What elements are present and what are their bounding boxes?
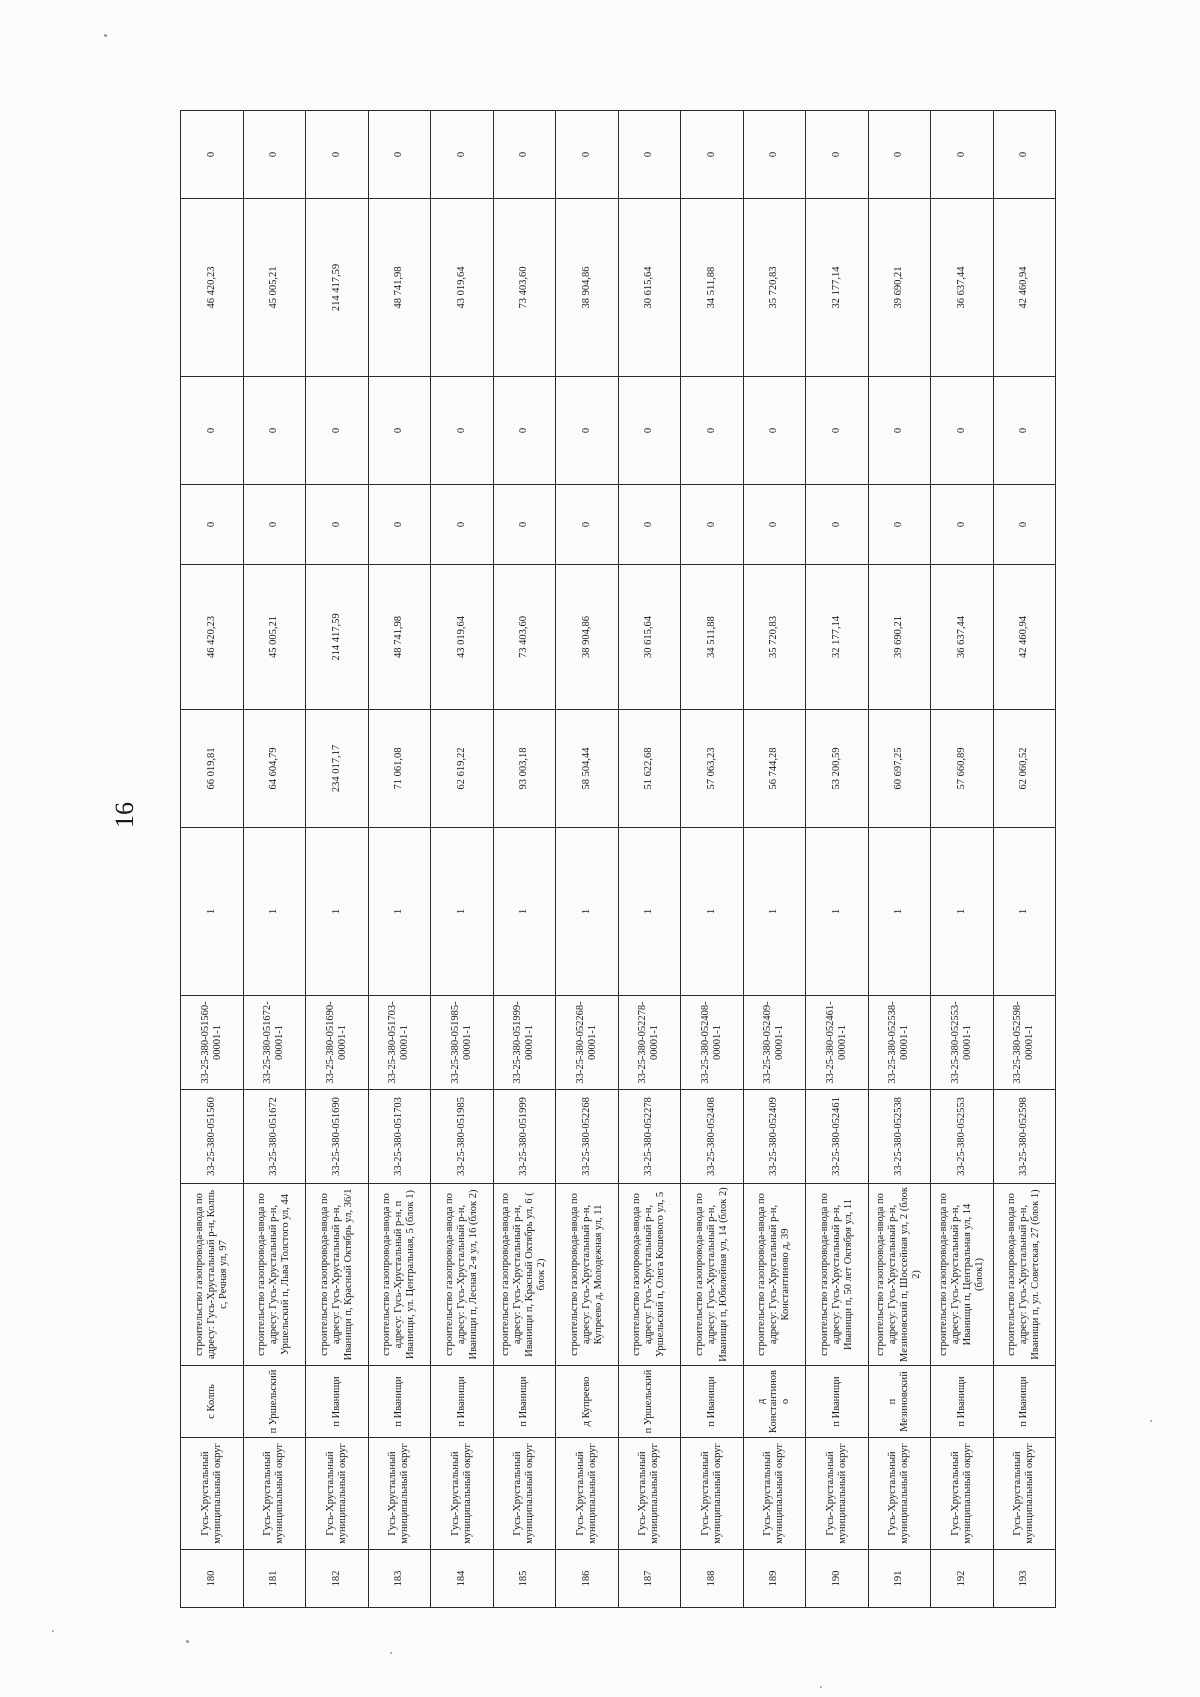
cell-budget: 48 741,98 <box>368 565 431 710</box>
cell-cadastral: 33-25-380-051703 <box>368 1090 431 1184</box>
cell-district: Гусь-Хрустальный муниципальный округ <box>556 1438 619 1550</box>
scan-speck <box>52 1630 54 1632</box>
cell-registry: 33-25-380-052409-00001-1 <box>743 996 806 1090</box>
cell-budget: 73 403,60 <box>493 565 556 710</box>
cell-budget2: 0 <box>868 485 931 565</box>
cell-budget3: 0 <box>993 377 1056 485</box>
cell-total: 58 504,44 <box>556 710 619 828</box>
cell-other: 46 420,23 <box>181 199 244 377</box>
cell-cadastral: 33-25-380-052598 <box>993 1090 1056 1184</box>
cell-count: 1 <box>306 828 369 996</box>
cell-settlement: п Мезиновский <box>868 1366 931 1438</box>
cell-registry: 33-25-380-052598-00001-1 <box>993 996 1056 1090</box>
cell-cadastral: 33-25-380-052553 <box>931 1090 994 1184</box>
scan-speck <box>186 1640 189 1643</box>
cell-registry: 33-25-380-051560-00001-1 <box>181 996 244 1090</box>
cell-settlement: с Колпь <box>181 1366 244 1438</box>
cell-district: Гусь-Хрустальный муниципальный округ <box>743 1438 806 1550</box>
cell-cadastral: 33-25-380-051560 <box>181 1090 244 1184</box>
cell-other2: 0 <box>743 111 806 199</box>
table-row <box>181 111 244 1608</box>
scan-speck <box>390 1652 392 1654</box>
table-body <box>181 111 1056 1608</box>
cell-other: 34 511,88 <box>681 199 744 377</box>
cell-cadastral: 33-25-380-052461 <box>806 1090 869 1184</box>
cell-other2: 0 <box>493 111 556 199</box>
cell-registry: 33-25-380-051999-00001-1 <box>493 996 556 1090</box>
cell-settlement: п Иванищи <box>431 1366 494 1438</box>
cell-budget3: 0 <box>431 377 494 485</box>
cell-total: 62 619,22 <box>431 710 494 828</box>
cell-settlement: п Иванищи <box>806 1366 869 1438</box>
cell-count: 1 <box>493 828 556 996</box>
cell-count: 1 <box>806 828 869 996</box>
cell-other: 30 615,64 <box>618 199 681 377</box>
cell-object: строительство газопровода-ввода по адресу: Гусь-Хрустальный р-н, Константиново д, 39 <box>743 1184 806 1366</box>
cell-budget2: 0 <box>431 485 494 565</box>
cell-other2: 0 <box>618 111 681 199</box>
cell-settlement: п Иванищи <box>306 1366 369 1438</box>
cell-other2: 0 <box>431 111 494 199</box>
cell-cadastral: 33-25-380-051999 <box>493 1090 556 1184</box>
cell-count: 1 <box>556 828 619 996</box>
cell-budget: 35 720,83 <box>743 565 806 710</box>
table-row <box>681 111 744 1608</box>
cell-other2: 0 <box>556 111 619 199</box>
cell-object: строительство газопровода-ввода по адресу: Гусь-Хрустальный р-н, Уршельский п, Льва Толстого ул, 44 <box>243 1184 306 1366</box>
cell-count: 1 <box>993 828 1056 996</box>
cell-object: строительство газопровода-ввода по адресу: Гусь-Хрустальный р-н, Иванищи п, Юбилейная ул, 14 (блок 2) <box>681 1184 744 1366</box>
cell-budget3: 0 <box>306 377 369 485</box>
table-row <box>931 111 994 1608</box>
gas-pipeline-registry-table <box>180 110 1056 1608</box>
cell-num: 181 <box>243 1550 306 1608</box>
cell-object: строительство газопровода-ввода по адресу: Гусь-Хрустальный р-н, Уршельский п, Олега Кошевого ул, 5 <box>618 1184 681 1366</box>
table-row <box>431 111 494 1608</box>
cell-registry: 33-25-380-051703-00001-1 <box>368 996 431 1090</box>
cell-num: 190 <box>806 1550 869 1608</box>
cell-budget: 34 511,88 <box>681 565 744 710</box>
cell-budget: 43 019,64 <box>431 565 494 710</box>
table-row <box>806 111 869 1608</box>
cell-budget2: 0 <box>368 485 431 565</box>
cell-other2: 0 <box>993 111 1056 199</box>
cell-num: 188 <box>681 1550 744 1608</box>
cell-registry: 33-25-380-052553-00001-1 <box>931 996 994 1090</box>
cell-budget3: 0 <box>493 377 556 485</box>
cell-total: 60 697,25 <box>868 710 931 828</box>
cell-district: Гусь-Хрустальный муниципальный округ <box>243 1438 306 1550</box>
cell-settlement: д Купреево <box>556 1366 619 1438</box>
cell-budget2: 0 <box>743 485 806 565</box>
cell-budget: 42 460,94 <box>993 565 1056 710</box>
cell-other: 38 904,86 <box>556 199 619 377</box>
cell-num: 193 <box>993 1550 1056 1608</box>
cell-num: 185 <box>493 1550 556 1608</box>
cell-object: строительство газопровода-ввода по адресу: Гусь-Хрустальный р-н, Мезиновский п, Шоссейная ул, 2 (блок 2) <box>868 1184 931 1366</box>
cell-total: 66 019,81 <box>181 710 244 828</box>
cell-other: 214 417,59 <box>306 199 369 377</box>
cell-district: Гусь-Хрустальный муниципальный округ <box>181 1438 244 1550</box>
rotated-table-content <box>180 113 1055 1608</box>
cell-budget2: 0 <box>618 485 681 565</box>
cell-object: строительство газопровода-ввода по адресу: Гусь-Хрустальный р-н, Купреево д, Молодежная ул, 11 <box>556 1184 619 1366</box>
cell-num: 191 <box>868 1550 931 1608</box>
scan-speck <box>1150 1420 1152 1422</box>
cell-count: 1 <box>743 828 806 996</box>
table-row <box>306 111 369 1608</box>
cell-district: Гусь-Хрустальный муниципальный округ <box>868 1438 931 1550</box>
cell-registry: 33-25-380-051672-00001-1 <box>243 996 306 1090</box>
cell-district: Гусь-Хрустальный муниципальный округ <box>931 1438 994 1550</box>
cell-other: 42 460,94 <box>993 199 1056 377</box>
cell-budget2: 0 <box>556 485 619 565</box>
rotated-table-frame <box>180 113 1055 1608</box>
cell-count: 1 <box>681 828 744 996</box>
cell-count: 1 <box>868 828 931 996</box>
cell-district: Гусь-Хрустальный муниципальный округ <box>806 1438 869 1550</box>
cell-count: 1 <box>431 828 494 996</box>
cell-cadastral: 33-25-380-051985 <box>431 1090 494 1184</box>
cell-total: 93 003,18 <box>493 710 556 828</box>
table-row <box>556 111 619 1608</box>
cell-total: 51 622,68 <box>618 710 681 828</box>
cell-num: 189 <box>743 1550 806 1608</box>
page-number: 16 <box>110 802 139 828</box>
cell-settlement: п Иванищи <box>493 1366 556 1438</box>
cell-other: 32 177,14 <box>806 199 869 377</box>
cell-budget3: 0 <box>806 377 869 485</box>
cell-budget2: 0 <box>181 485 244 565</box>
cell-registry: 33-25-380-052461-00001-1 <box>806 996 869 1090</box>
cell-budget3: 0 <box>243 377 306 485</box>
cell-district: Гусь-Хрустальный муниципальный округ <box>368 1438 431 1550</box>
table-row <box>993 111 1056 1608</box>
cell-object: строительство газопровода-ввода по адресу: Гусь-Хрустальный р-н, Колпь с, Речная ул, 97 <box>181 1184 244 1366</box>
cell-other: 43 019,64 <box>431 199 494 377</box>
cell-settlement: д Константиново <box>743 1366 806 1438</box>
cell-count: 1 <box>181 828 244 996</box>
cell-budget2: 0 <box>243 485 306 565</box>
cell-budget: 38 904,86 <box>556 565 619 710</box>
cell-num: 183 <box>368 1550 431 1608</box>
cell-settlement: п Уршельский <box>243 1366 306 1438</box>
cell-settlement: п Иванищи <box>993 1366 1056 1438</box>
cell-district: Гусь-Хрустальный муниципальный округ <box>306 1438 369 1550</box>
cell-count: 1 <box>618 828 681 996</box>
cell-district: Гусь-Хрустальный муниципальный округ <box>993 1438 1056 1550</box>
cell-num: 186 <box>556 1550 619 1608</box>
cell-registry: 33-25-380-052408-00001-1 <box>681 996 744 1090</box>
cell-other2: 0 <box>806 111 869 199</box>
cell-registry: 33-25-380-051985-00001-1 <box>431 996 494 1090</box>
cell-budget3: 0 <box>743 377 806 485</box>
cell-budget: 36 637,44 <box>931 565 994 710</box>
cell-total: 62 060,52 <box>993 710 1056 828</box>
cell-registry: 33-25-380-051690-00001-1 <box>306 996 369 1090</box>
cell-count: 1 <box>368 828 431 996</box>
cell-budget3: 0 <box>868 377 931 485</box>
cell-cadastral: 33-25-380-051672 <box>243 1090 306 1184</box>
cell-budget2: 0 <box>993 485 1056 565</box>
cell-budget: 45 005,21 <box>243 565 306 710</box>
cell-num: 184 <box>431 1550 494 1608</box>
cell-district: Гусь-Хрустальный муниципальный округ <box>681 1438 744 1550</box>
cell-budget: 30 615,64 <box>618 565 681 710</box>
cell-budget: 214 417,59 <box>306 565 369 710</box>
table-row <box>743 111 806 1608</box>
cell-total: 57 063,23 <box>681 710 744 828</box>
cell-object: строительство газопровода-ввода по адресу: Гусь-Хрустальный р-н, Иванищи п, Красный Октябрь ул, 36/1 <box>306 1184 369 1366</box>
cell-budget2: 0 <box>306 485 369 565</box>
cell-other: 45 005,21 <box>243 199 306 377</box>
cell-object: строительство газопровода-ввода по адресу: Гусь-Хрустальный р-н, Иванищи п, Лесная 2-я ул, 16 (блок 2) <box>431 1184 494 1366</box>
cell-district: Гусь-Хрустальный муниципальный округ <box>431 1438 494 1550</box>
cell-budget3: 0 <box>931 377 994 485</box>
cell-budget: 39 690,21 <box>868 565 931 710</box>
cell-cadastral: 33-25-380-052408 <box>681 1090 744 1184</box>
cell-other2: 0 <box>306 111 369 199</box>
cell-budget: 32 177,14 <box>806 565 869 710</box>
cell-other2: 0 <box>243 111 306 199</box>
cell-cadastral: 33-25-380-052409 <box>743 1090 806 1184</box>
cell-other2: 0 <box>368 111 431 199</box>
cell-other: 36 637,44 <box>931 199 994 377</box>
cell-budget2: 0 <box>931 485 994 565</box>
cell-district: Гусь-Хрустальный муниципальный округ <box>618 1438 681 1550</box>
cell-budget3: 0 <box>681 377 744 485</box>
cell-budget2: 0 <box>806 485 869 565</box>
cell-total: 56 744,28 <box>743 710 806 828</box>
cell-object: строительство газопровода-ввода по адресу: Гусь-Хрустальный р-н, Иванищи п, Центральная ул, 14 (блок1) <box>931 1184 994 1366</box>
cell-registry: 33-25-380-052278-00001-1 <box>618 996 681 1090</box>
cell-total: 53 200,59 <box>806 710 869 828</box>
cell-total: 64 604,79 <box>243 710 306 828</box>
cell-num: 192 <box>931 1550 994 1608</box>
cell-budget: 46 420,23 <box>181 565 244 710</box>
cell-budget3: 0 <box>618 377 681 485</box>
cell-budget3: 0 <box>368 377 431 485</box>
cell-other2: 0 <box>868 111 931 199</box>
scan-speck <box>820 1686 822 1688</box>
cell-object: строительство газопровода-ввода по адресу: Гусь-Хрустальный р-н, Иванищи п, Красный Октябрь ул, 6 ( блок 2) <box>493 1184 556 1366</box>
cell-budget3: 0 <box>181 377 244 485</box>
table-row <box>868 111 931 1608</box>
cell-cadastral: 33-25-380-052278 <box>618 1090 681 1184</box>
scan-speck <box>104 34 107 37</box>
cell-object: строительство газопровода-ввода по адресу: Гусь-Хрустальный р-н, Иванищи п, ул. Советская, 27 (блок 1) <box>993 1184 1056 1366</box>
cell-num: 182 <box>306 1550 369 1608</box>
table-row <box>368 111 431 1608</box>
cell-count: 1 <box>931 828 994 996</box>
cell-settlement: п Иванищи <box>931 1366 994 1438</box>
cell-cadastral: 33-25-380-052268 <box>556 1090 619 1184</box>
table-row <box>493 111 556 1608</box>
cell-other: 48 741,98 <box>368 199 431 377</box>
cell-other2: 0 <box>681 111 744 199</box>
cell-other: 39 690,21 <box>868 199 931 377</box>
cell-total: 71 061,08 <box>368 710 431 828</box>
cell-num: 187 <box>618 1550 681 1608</box>
cell-other2: 0 <box>181 111 244 199</box>
cell-budget2: 0 <box>493 485 556 565</box>
cell-settlement: п Иванищи <box>368 1366 431 1438</box>
cell-cadastral: 33-25-380-051690 <box>306 1090 369 1184</box>
cell-cadastral: 33-25-380-052538 <box>868 1090 931 1184</box>
cell-budget2: 0 <box>681 485 744 565</box>
cell-other: 73 403,60 <box>493 199 556 377</box>
table-row <box>618 111 681 1608</box>
cell-other2: 0 <box>931 111 994 199</box>
table-row <box>243 111 306 1608</box>
cell-count: 1 <box>243 828 306 996</box>
cell-total: 57 660,89 <box>931 710 994 828</box>
cell-num: 180 <box>181 1550 244 1608</box>
cell-other: 35 720,83 <box>743 199 806 377</box>
cell-registry: 33-25-380-052268-00001-1 <box>556 996 619 1090</box>
cell-settlement: п Иванищи <box>681 1366 744 1438</box>
cell-settlement: п Уршельский <box>618 1366 681 1438</box>
cell-object: строительство газопровода-ввода по адресу: Гусь-Хрустальный р-н, п Иванищи, ул. Центральная, 5 (блок 1) <box>368 1184 431 1366</box>
cell-object: строительство газопровода-ввода по адресу: Гусь-Хрустальный р-н, Иванищи п, 50 лет Октября ул, 11 <box>806 1184 869 1366</box>
cell-budget3: 0 <box>556 377 619 485</box>
cell-registry: 33-25-380-052538-00001-1 <box>868 996 931 1090</box>
cell-district: Гусь-Хрустальный муниципальный округ <box>493 1438 556 1550</box>
cell-total: 234 017,17 <box>306 710 369 828</box>
